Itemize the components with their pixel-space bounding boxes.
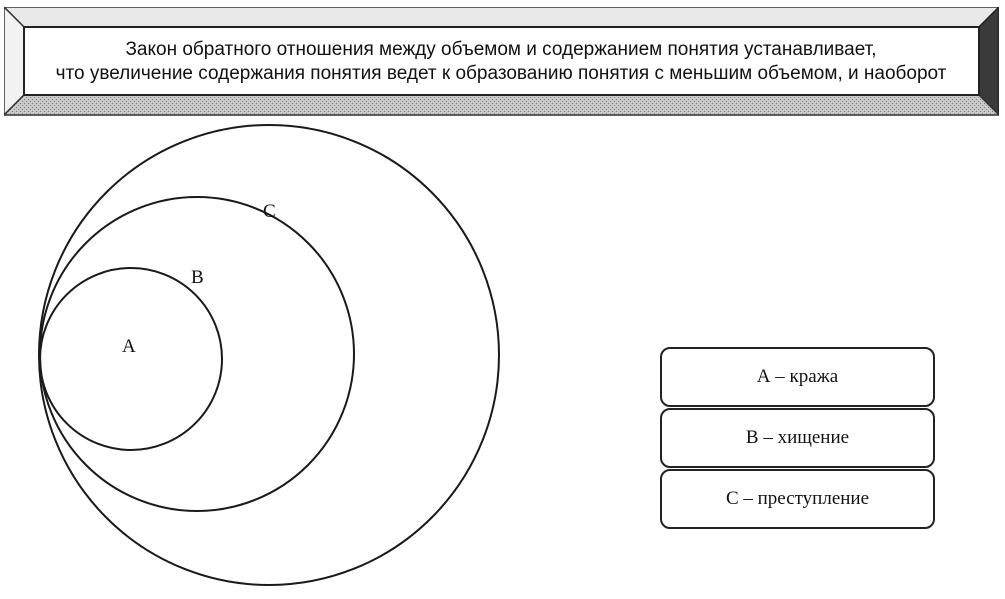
- middle-circle-b: [40, 197, 354, 511]
- header-line-2: что увеличение содержания понятия ведет к образованию понятия с меньшим объемом, и наоборот: [55, 63, 947, 84]
- legend-item-c: [660, 469, 935, 529]
- circle-label-a: A: [122, 336, 136, 357]
- legend-item-c-text: С – преступление: [725, 488, 870, 509]
- legend: [660, 347, 935, 529]
- legend-item-a: [660, 347, 935, 407]
- header-line-1: Закон обратного отношения между объемом и содержанием понятия устанавливает,: [125, 39, 877, 60]
- legend-item-b: [660, 408, 935, 468]
- legend-item-a-text: А – кража: [756, 366, 839, 387]
- circle-label-c: C: [263, 201, 276, 222]
- circle-label-b: B: [191, 267, 204, 288]
- legend-item-b-text: В – хищение: [745, 427, 850, 448]
- outer-circle-c: [39, 125, 499, 585]
- inner-circle-a: [40, 268, 222, 450]
